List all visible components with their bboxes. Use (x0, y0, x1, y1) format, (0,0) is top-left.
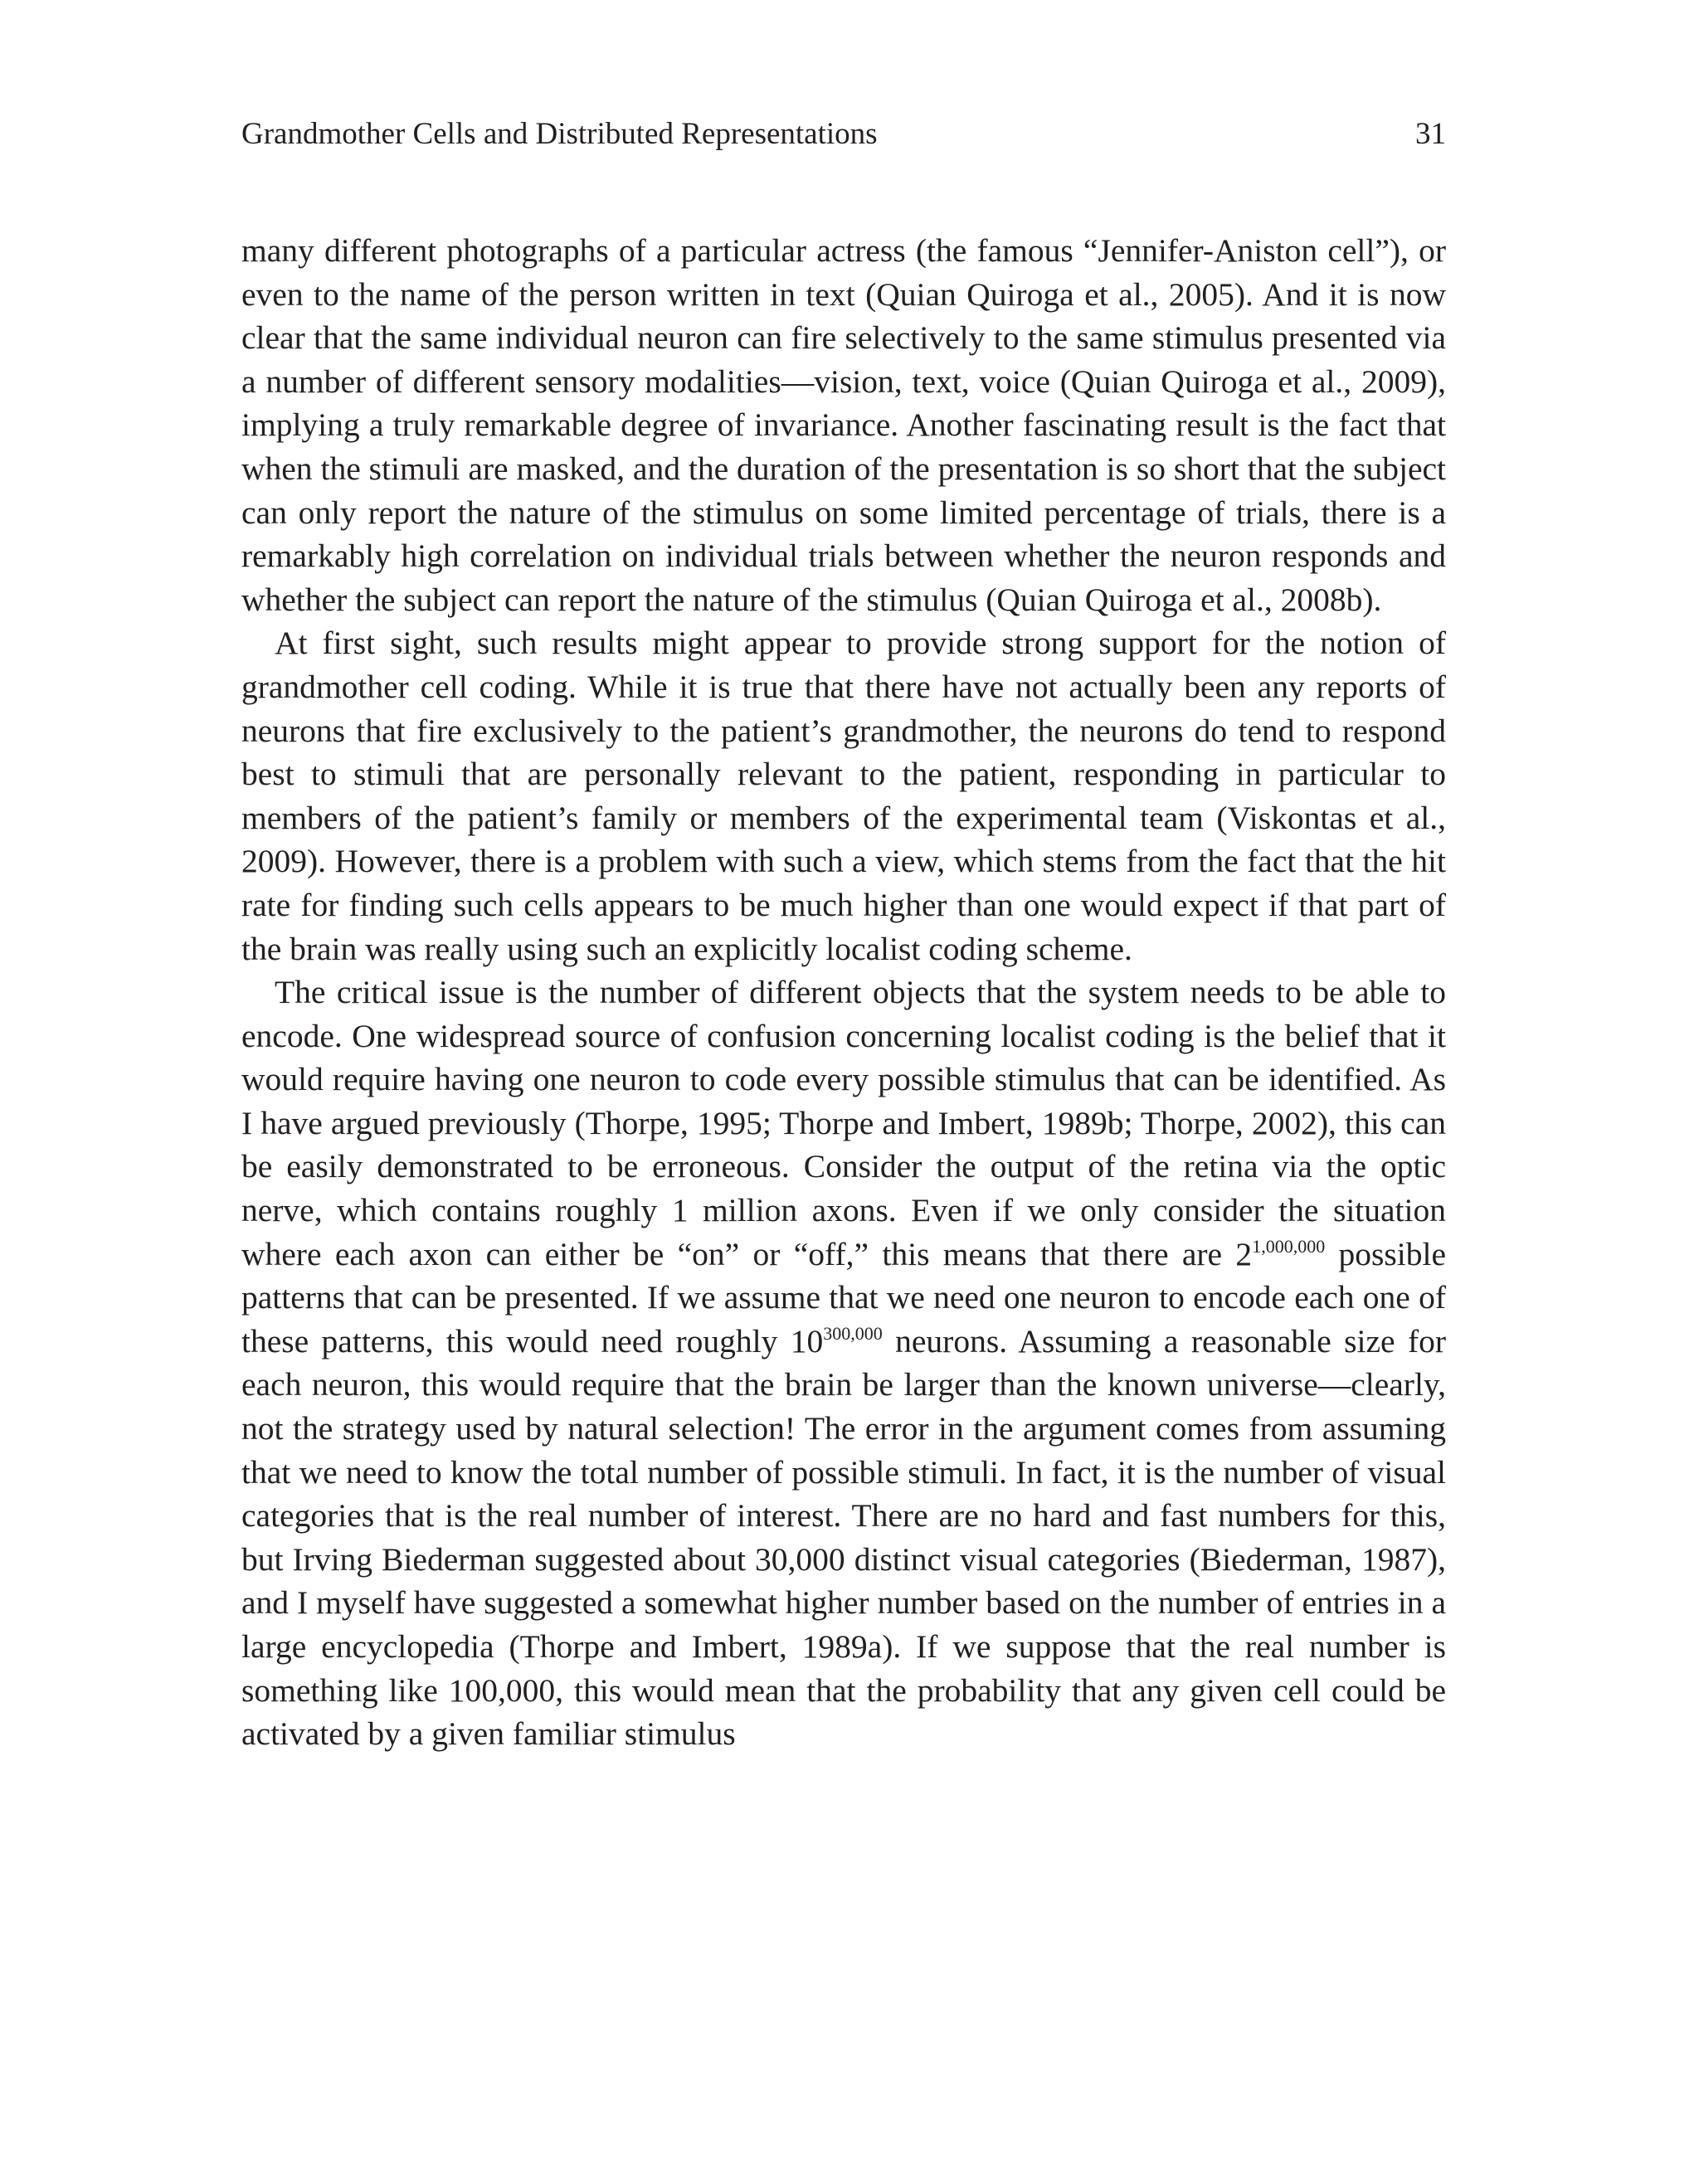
paragraph-2: At first sight, such results might appear to provide strong support for the notion of grandmother cell coding. While it is true that there have not actually been any reports of neurons that fire exclusively to the patient’s grandmother, the neurons do tend to respond best to stimuli that are personally relevant to the patient, responding in particular to members of the patient’s family or members of the experimental team (Viskontas et al., 2009). However, there is a problem with such a view, which stems from the fact that the hit rate for finding such cells appears to be much higher than one would expect if that part of the brain was really using such an explicitly localist coding scheme. (241, 625, 1446, 967)
exponent-three-hundred-thousand: 300,000 (823, 1322, 883, 1344)
paragraph-3-part-1: The critical issue is the number of different objects that the system needs to be able to encode. One widespread source of confusion concerning localist coding is the belief that it would require having one neuron to code every possible stimulus that can be identified. As I have argued previously (Thorpe, 1995; Thorpe and Imbert, 1989b; Thorpe, 2002), this can be easily demonstrated to be erroneous. Consider the output of the retina via the optic nerve, which contains roughly 1 million axons. Even if we only consider the situation where each axon can either be “on” or “off,” this means that there are 2 (241, 974, 1446, 1272)
page-number: 31 (1415, 117, 1446, 151)
paragraph-1: many different photographs of a particular actress (the famous “Jennifer-Aniston cell”), or even to the name of the person written in text (Quian Quiroga et al., 2005). And it is now clear that the same individual neuron can fire selectively to the same stimulus presented via a number of different sensory modalities—vision, text, voice (Quian Quiroga et al., 2009), implying a truly remarkable degree of invariance. Another fascinating result is the fact that when the stimuli are masked, and the duration of the presentation is so short that the subject can only report the nature of the stimulus on some limited percentage of trials, there is a remarkably high correlation on individual trials between whether the neuron responds and whether the subject can report the nature of the stimulus (Quian Quiroga et al., 2008b). (241, 232, 1446, 618)
paragraph-3-part-3: neurons. Assuming a reasonable size for each neuron, this would require that the brain be larger than the known universe—clearly, not the strategy used by natural selection! The error in the argument comes from assuming that we need to know the total number of possible stimuli. In fact, it is the number of visual categories that is the real number of interest. There are no hard and fast numbers for this, but Irving Biederman suggested about 30,000 distinct visual categories (Biederman, 1987), and I myself have suggested a somewhat higher number based on the number of entries in a large encyclopedia (Thorpe and Imbert, 1989a). If we suppose that the real number is something like 100,000, this would mean that the probability that any given cell could be activated by a given familiar stimulus (241, 1322, 1446, 1753)
book-page (241, 116, 1446, 1756)
exponent-one-million: 1,000,000 (1252, 1235, 1326, 1257)
paragraph-3-part-2: possible patterns that can be presented. If we assume that we need one neuron to encode each one of these patterns, this would need roughly 10 (241, 1235, 1446, 1360)
paragraph-3 (241, 970, 1446, 1756)
running-head (241, 116, 1446, 153)
running-title: Grandmother Cells and Distributed Representations (241, 117, 878, 151)
body-text (241, 229, 1446, 1756)
